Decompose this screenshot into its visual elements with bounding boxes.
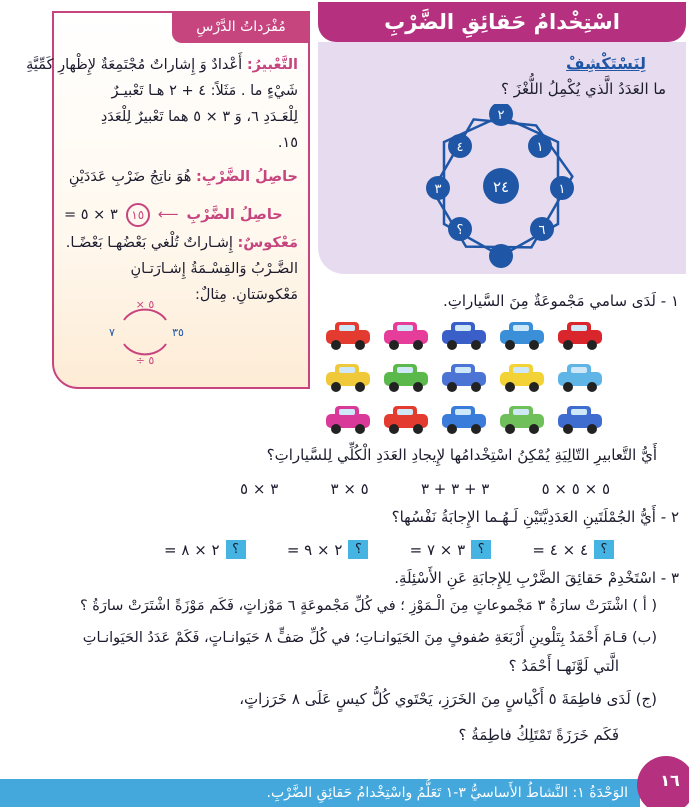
product-expr: ٣ × ٥ = — [64, 207, 118, 223]
car-icon — [442, 322, 486, 350]
question-3-label: ٣ - اسْتَخْدِمْ حَقائِقَ الضَّرْبِ لِلإِجابَةِ عَنِ الأَسْئِلَةِ. — [394, 569, 679, 587]
puzzle-node — [530, 217, 554, 241]
car-icon — [558, 364, 602, 392]
question-3c: (ج) لَدَى فاطِمَةَ ٥ أَكْياسٍ مِنَ الخَرَزِ، يَحْتَوي كُلُّ كيسٍ عَلَى ٨ خَرَزاتٍ، — [239, 690, 657, 708]
equation — [287, 540, 369, 559]
puzzle-node — [528, 134, 552, 158]
option[interactable]: ٣ × ٥ — [240, 480, 279, 498]
lesson-title: اسْتِخْدامُ حَقائِقِ الضَّرْبِ — [318, 2, 686, 42]
car-icon — [384, 322, 428, 350]
question-1-options — [240, 480, 610, 498]
term-expression: التَّعْبيرُ: — [246, 57, 298, 73]
term-inverse: مَعْكوسٌ: — [237, 235, 298, 251]
footer-bar — [0, 779, 640, 807]
car-icon — [442, 406, 486, 434]
product-example — [64, 203, 298, 227]
glossary-tab: مُفْرَداتُ الدَّرْسِ — [172, 11, 310, 43]
cycle-top: ٥ × — [135, 298, 155, 311]
question-3b-cont: الَّتي لَوَّنَهـا أَحْمَدُ ؟ — [508, 657, 619, 675]
cycle-bottom: ٥ ÷ — [135, 354, 155, 367]
glossary-inverse — [66, 235, 298, 251]
product-def: هُوَ ناتِجُ ضَرْبِ عَدَدَيْنِ — [68, 169, 192, 185]
puzzle-node-value: ٢ — [497, 108, 505, 123]
car-icon — [326, 364, 370, 392]
car-icon — [558, 406, 602, 434]
option[interactable]: ٣ + ٣ + ٣ — [420, 480, 490, 498]
expression-def-line: لِلْعَـدَدِ ٦، وَ ٣ × ٥ هما تَعْبيرٌ لِلْعَدَدِ — [100, 109, 298, 125]
puzzle-node-value: ٣ — [434, 182, 442, 197]
puzzle-node — [550, 176, 574, 200]
question-3a: ( أ ) اشْتَرَتْ سارَةُ ٣ مَجْموعاتٍ مِنَ الْـمَوْزِ ؛ في كُلِّ مَجْموعَةٍ ٦ مَوْزاتٍ، فَكَم مَوْزَةً اشْتَرَتْ سارَةُ ؟ — [79, 598, 657, 614]
inverse-cycle-diagram — [104, 298, 186, 368]
puzzle-node-value: ٤ — [456, 140, 464, 155]
question-1-ask: أَيُّ التَّعابيرِ التّالِيَةِ يُمْكِنُ اسْتِخْدامُها لإِيجادِ العَدَدِ الْكُلِّي لِلسَّياراتِ؟ — [266, 446, 657, 464]
cycle-left: ٧ — [109, 326, 115, 339]
answer-box[interactable]: ؟ — [594, 540, 614, 559]
option[interactable]: ٥ × ٥ × ٥ — [541, 480, 610, 498]
product-value: ١٥ — [126, 203, 150, 227]
term-product: حاصِلُ الضَّرْبِ: — [196, 169, 298, 185]
inverse-def-line: الضَّـرْبُ وَالقِسْـمَةُ إِشـارَتـانِ — [130, 261, 298, 277]
car-icon — [500, 364, 544, 392]
question-2-label: ٢ - أَيُّ الجُمْلَتَينِ العَدَدِيَّتَيْنِ لَـهُـما الإِجابَةُ نَفْسُها؟ — [391, 508, 679, 526]
puzzle-node — [426, 176, 450, 200]
puzzle-node-value: ؟ — [456, 223, 464, 238]
option[interactable]: ٥ × ٣ — [330, 480, 369, 498]
page-number: ١٦ — [637, 756, 689, 807]
equation-expr: ٣ × ٧ = — [409, 540, 466, 559]
answer-box[interactable]: ؟ — [226, 540, 246, 559]
expression-def-line: ١٥. — [277, 135, 298, 151]
question-1-label: ١ - لَدَى سامي مَجْموعَةٌ مِنَ السَّياراتِ. — [442, 292, 679, 310]
answer-box[interactable]: ؟ — [471, 540, 491, 559]
car-icon — [558, 322, 602, 350]
glossary-expression — [26, 57, 298, 73]
puzzle-node — [489, 244, 513, 268]
equation-expr: ٢ × ٨ = — [164, 540, 220, 559]
explore-question: ما العَدَدُ الَّذي يُكْمِلُ اللُّغْزَ ؟ — [501, 80, 666, 98]
question-2-equations — [164, 540, 614, 559]
footer-text: الوَحْدَةُ ١: النَّشاطُ الأَساسيُّ ٣-١ تَعَلُّمُ واسْتِخْدامُ حَقائِقِ الضَّرْبِ. — [266, 785, 628, 801]
puzzle-center-value: ٢٤ — [492, 178, 510, 196]
equation — [410, 540, 492, 559]
equation — [164, 540, 246, 559]
puzzle-node-value: ٦ — [538, 223, 546, 238]
puzzle-diagram — [406, 104, 596, 269]
explore-heading: لِنَسْتَكْشِفْ — [566, 54, 646, 73]
explore-panel — [318, 42, 686, 274]
answer-box[interactable]: ؟ — [348, 540, 368, 559]
inverse-def-line: مَعْكوسَتانِ. مِثالٌ: — [194, 287, 298, 303]
car-icon — [326, 406, 370, 434]
equation-expr: ٤ × ٤ = — [532, 540, 588, 559]
cycle-arrow-top — [124, 310, 166, 320]
equation-expr: ٢ × ٩ = — [286, 540, 343, 559]
product-label: حاصِلُ الضَّرْبِ — [186, 207, 283, 223]
glossary-product — [69, 169, 298, 185]
car-icon — [326, 322, 370, 350]
inverse-def-line: إِشـاراتٌ تُلْغي بَعْضُهـا بَعْضًـا. — [65, 235, 233, 251]
arrow-icon: ⟵ — [157, 207, 179, 223]
puzzle-node-value: ١ — [536, 140, 544, 155]
puzzle-node-value: ١ — [558, 182, 566, 197]
cars-illustration — [322, 314, 612, 436]
car-icon — [384, 364, 428, 392]
equation — [532, 540, 614, 559]
expression-def-line: أَعْدادٌ وَ إِشاراتٌ مُجْتَمِعَةٌ لإِظْهارِ كَمِّيَّةِ — [26, 57, 243, 73]
puzzle-node — [448, 134, 472, 158]
car-icon — [384, 406, 428, 434]
question-3b: (ب) قـامَ أَحْمَدُ بِتَلْوينِ أَرْبَعَةِ صُفوفٍ مِنَ الحَيَوانـاتِ؛ في كُلِّ صَفٍّ ٨ حَيَوانـاتٍ، فَكَمْ عَدَدُ الحَيَوانـاتِ — [82, 630, 657, 646]
expression-def-line: شَيْءٍ ما . مَثَلاً: ٤ + ٢ هـا تَعْبيـرٌ — [111, 83, 298, 99]
car-icon — [500, 406, 544, 434]
car-icon — [500, 322, 544, 350]
puzzle-node — [448, 217, 472, 241]
cycle-right: ٣٥ — [172, 326, 184, 339]
car-icon — [442, 364, 486, 392]
question-3c-cont: فَكَم خَرَزَةً تَمْتَلِكُ فاطِمَةُ ؟ — [458, 726, 619, 744]
cycle-arrow-bottom — [124, 344, 166, 354]
